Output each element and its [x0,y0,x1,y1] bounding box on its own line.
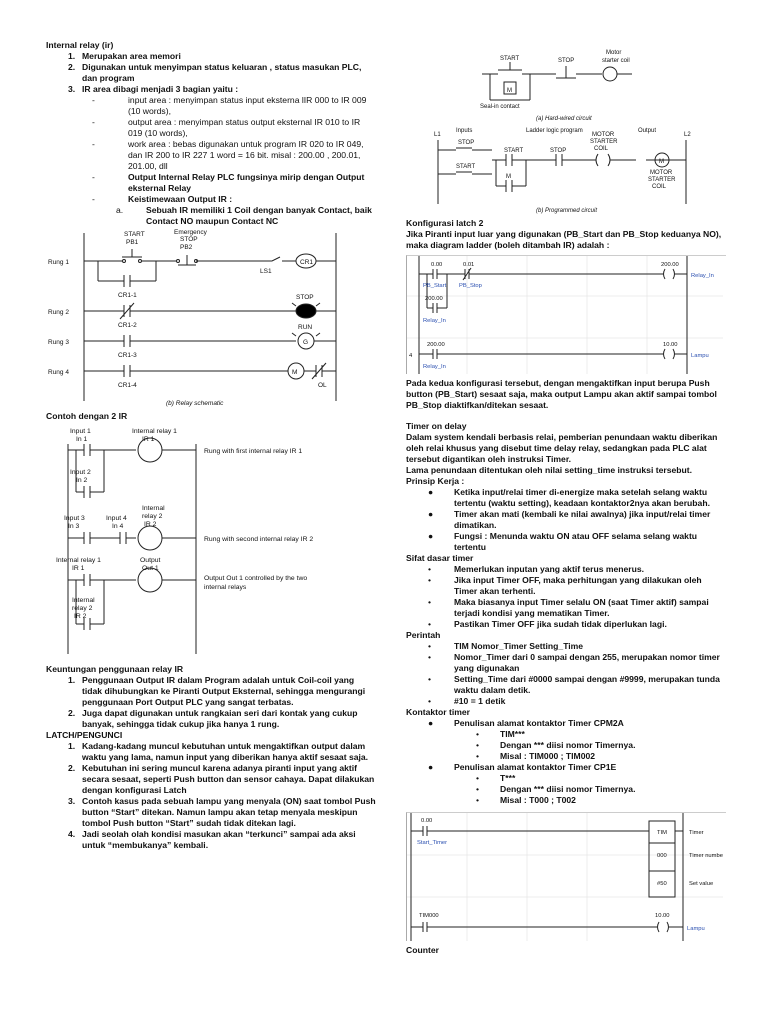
timer-label: Timer [689,830,704,836]
item-text: Jadi seolah olah kondisi masukan akan “terkunci” sampai ada aksi untuk “membukanya” kembali. [82,829,356,850]
list-item [406,718,726,729]
relay-in-contact-label: Relay_In [423,318,446,324]
two-ir-diagram [46,424,376,660]
item-text: Output Internal Relay PLC fungsinya mirip dengan Output eksternal Relay [128,172,365,193]
two-ir-figure [46,424,376,660]
list-item [406,531,726,553]
list-item [46,796,376,829]
stop-lamp-label: STOP [296,294,314,301]
latch2-text: Jika Piranti input luar yang digunakan (PB_Start dan PB_Stop keduanya NO), maka diagram ladder (boleh ditambah IR) adalah : [406,229,722,250]
kontaktor-list-1 [406,718,726,729]
relay2-label: relay 2 [142,513,163,520]
list-item [406,773,726,784]
sifat-list [406,564,726,630]
cr1-3-label: CR1-3 [118,352,137,359]
start-label: START [124,231,145,238]
pb1-label: PB1 [126,239,139,246]
perintah-list [406,641,726,707]
ladder1-addr-b: 0.01 [463,262,475,268]
output-label: Output [638,128,657,134]
ladder2-addr-a: 0.00 [421,818,433,824]
item-marker: a. [116,205,124,215]
bullet-icon: • [428,674,432,684]
ladder1-addr-d: 200.00 [425,296,443,302]
item-text: Kebutuhan ini sering muncul karena adanya piranti input yang aktif secara sesaat, seperti Push button dan sensor cahaya. Dapat dilakukan dengan konfigurasi Latch [82,763,375,795]
timer-p1: Dalam system kendali berbasis relai, pemberian penundaan waktu diberikan oleh relai khusus yang disebut time delay relay, sedangkan pada PLC alat tersebut digantikan oleh instruksi Timer. [406,432,718,464]
in1-label: In 1 [76,436,88,443]
lampu-label: Lampu [691,353,709,359]
perintah-title: Perintah [406,630,441,640]
hw-motor-label: Motor [606,50,622,56]
list-item [46,172,376,194]
rung-number: 4 [409,353,413,359]
list-item [406,619,726,630]
item-text: Fungsi : Menunda waktu ON atau OFF selama selang waktu tertentu [454,531,698,552]
item-number: 2. [68,708,76,718]
list-item [406,751,726,762]
item-text: Jika input Timer OFF, maka perhitungan yang dilakukan oleh Timer akan terhenti. [454,575,702,596]
bullet-icon: • [476,751,480,761]
timer-number-label: Timer number [689,853,723,859]
hw-caption-a: (a) Hard-wired circuit [536,116,592,122]
bullet-icon: • [476,795,480,805]
list-item [406,762,726,773]
bullet-icon: • [476,784,480,794]
list-item [406,740,726,751]
emergency-label: Emergency [174,229,207,236]
list-item [46,117,376,139]
coil2-label: COIL [594,146,609,152]
item-text: Misal : TIM000 ; TIM002 [500,751,596,761]
list-item [406,564,726,575]
relay2b-label: relay 2 [72,605,93,612]
item-number: 3. [68,796,76,806]
input3-label: Input 3 [64,515,85,522]
item-text: Penulisan alamat kontaktor Timer CP1E [454,762,617,772]
item-number: 1. [68,675,76,685]
list-item [46,51,376,62]
item-text: Dengan *** diisi nomor Timernya. [500,784,636,794]
ls1-label: LS1 [260,268,272,275]
in2-label: In 2 [76,477,88,484]
example-title: Contoh dengan 2 IR [46,411,128,421]
list-item [406,795,726,806]
item-text: T*** [500,773,516,783]
ladder1-svg [407,256,723,374]
ladder-diagram-2 [406,812,726,941]
kontaktor-list-2 [406,762,726,773]
item-text: Penulisan alamat kontaktor Timer CPM2A [454,718,624,728]
kontaktor-sublist-2 [406,773,726,806]
item-text: Nomor_Timer dari 0 sampai dengan 255, merupakan nomor timer yang digunakan [454,652,720,673]
list-item [46,84,376,95]
motor2-label: MOTOR [592,132,615,138]
list-item [406,509,726,531]
list-item [46,95,376,117]
bullet-icon: • [428,641,432,651]
bullet-icon: • [476,773,480,783]
set-value-label: Set value [689,881,714,887]
ladder1-addr-e: 200.00 [427,342,445,348]
hw-caption-b: (b) Programmed circuit [536,208,598,214]
item-text: Memerlukan inputan yang aktif terus menerus. [454,564,645,574]
list-item [46,763,376,796]
ladder1-addr-f: 10.00 [663,342,678,348]
pb-start-label: PB_Start [423,283,447,289]
item-marker: - [92,194,95,204]
rung-first-note: Rung with first internal relay IR 1 [204,448,303,455]
input2-label: Input 2 [70,469,91,476]
bullet-icon: • [476,740,480,750]
item-number: 3. [68,84,76,94]
list-item [46,194,376,205]
item-marker: - [92,172,95,182]
cr1-coil-label: CR1 [300,259,314,266]
list-item [46,741,376,763]
hw-start-label: START [500,56,520,62]
bullet-icon: • [428,619,432,629]
ir2-label: IR 2 [144,521,157,528]
internal-relay1b-label: Internal relay 1 [56,557,101,564]
internal-relay-list [46,51,376,95]
in4-label: In 4 [112,523,124,530]
ladder1-addr-c: 200.00 [661,262,679,268]
item-text: Maka biasanya input Timer selalu ON (saat Timer aktif) sampai terjadi kondisi yang mematikan Timer. [454,597,709,618]
after-ladder-text: Pada kedua konfigurasi tersebut, dengan mengaktifkan input berupa Push button (PB_Start) sesaat saja, maka output Lampu akan aktif sampai tombol PB_Stop diaktifkan/ditekan sesaat. [406,378,717,410]
bullet-icon: • [428,696,432,706]
hw-m-label: M [507,88,512,94]
advantages-list [46,675,376,730]
set-value-value: #50 [657,881,667,887]
bullet-icon: • [428,564,432,574]
latch-title: LATCH/PENGUNCI [46,730,123,740]
ir-area-sublist [46,95,376,227]
ol-label: OL [318,382,327,389]
sifat-title: Sifat dasar timer [406,553,474,563]
input4-label: Input 4 [106,515,127,522]
rung3-label: Rung 3 [48,339,69,346]
bullet-icon: • [428,652,432,662]
prinsip-title: Prinsip Kerja : [406,476,465,486]
internal-label: Internal [142,505,165,512]
list-item [46,139,376,172]
item-text: input area : menyimpan status input eksterna lIR 000 to IR 009 (10 words), [128,95,367,116]
starter2-label: STARTER [590,139,618,145]
ladder-diagram-1 [406,255,726,374]
output-label: Output [140,557,161,564]
bullet-icon: ● [428,531,434,541]
list-item [46,675,376,708]
advantages-title: Keuntungan penggunaan relay IR [46,664,184,674]
relay-in3-label: Relay_In [423,364,446,370]
item-text: Sebuah IR memiliki 1 Coil dengan banyak Contact, baik Contact NO maupun Contact NC [146,205,372,226]
starter3-label: STARTER [648,177,676,183]
tim000-label: TIM000 [419,913,439,919]
inputs-label: Inputs [456,128,473,134]
bullet-icon: • [476,729,480,739]
list-item [406,641,726,652]
rung2-label: Rung 2 [48,309,69,316]
motor-m-label: M [292,369,298,376]
internal-relay-title: Internal relay (ir) [46,40,114,50]
bullet-icon: ● [428,762,434,772]
list-item [406,674,726,696]
item-text: Keistimewaan Output IR : [128,194,233,204]
item-text: #10 = 1 detik [454,696,506,706]
item-text: Dengan *** diisi nomor Timernya. [500,740,636,750]
item-text: Pastikan Timer OFF jika sudah tidak diperlukan lagi. [454,619,667,629]
start3-label: START [504,148,524,154]
list-item [406,597,726,619]
hw-starter-coil-label: starter coil [602,58,630,64]
emergency-stop-label: STOP [180,236,198,243]
m2-label: M [659,159,664,165]
item-number: 2. [68,62,76,72]
ladder-program-label: Ladder logic program [526,128,583,134]
item-text: Timer akan mati (kembali ke nilai awalnya) jika input/relai timer dimatikan. [454,509,711,530]
motor3-label: MOTOR [650,170,673,176]
tim-label: TIM [657,830,667,836]
item-number: 4. [68,829,76,839]
out-desc-line2: internal relays [204,584,247,591]
relay-schematic-diagram [46,229,376,407]
hardwired-diagram [406,8,726,214]
relay-caption: (b) Relay schematic [166,400,224,407]
latch-list [46,741,376,851]
g-label: G [303,339,309,346]
item-text: Juga dapat digunakan untuk rangkaian seri dari kontak yang cukup banyak, sehingga tidak cukup jika hanya 1 rung. [82,708,358,729]
output-addr-label: 10.00 [655,913,670,919]
hardwired-figure [406,8,726,214]
m3-label: M [506,174,511,180]
kontaktor-title: Kontaktor timer [406,707,470,717]
pb2-label: PB2 [180,244,193,251]
item-text: Penggunaan Output IR dalam Program adalah untuk Coil-coil yang tidak dihubungkan ke Piranti Output Eksternal, sehingga mengurangi penggunaan Port Output PLC yang sangat terbatas. [82,675,366,707]
rung1-label: Rung 1 [48,259,69,266]
coil3-label: COIL [652,184,667,190]
item-number: 1. [68,741,76,751]
latch2-title: Konfigurasi latch 2 [406,218,484,228]
item-text: TIM*** [500,729,525,739]
list-item [46,829,376,851]
bullet-icon: ● [428,487,434,497]
ir1b-label: IR 1 [72,565,85,572]
list-item [406,487,726,509]
item-text: Contoh kasus pada sebuah lampu yang menyala (ON) saat tombol Push button “Start” ditekan. Namun lampu akan tetap menyala meskipun tombol Push button “Start” sudah tidak ditekan lagi. [82,796,376,828]
run-lamp-label: RUN [298,324,313,331]
ladder2-svg [407,813,723,941]
item-marker: - [92,117,95,127]
kontaktor-sublist-1 [406,729,726,762]
pb-stop-label: PB_Stop [459,283,482,289]
relay-schematic-figure [46,229,376,407]
item-text: Setting_Time dari #0000 sampai dengan #9999, merupakan tunda waktu dalam detik. [454,674,720,695]
timer-p2: Lama penundaan ditentukan oleh nilai setting_time instruksi tersebut. [406,465,693,475]
timer-title: Timer on delay [406,421,467,431]
item-marker: - [92,139,95,149]
internal2-label: Internal [72,597,95,604]
rung-second-note: Rung with second internal relay IR 2 [204,536,314,543]
list-item [406,575,726,597]
bullet-icon: • [428,597,432,607]
item-text: Ketika input/relai timer di-energize maka setelah selang waktu tertentu (waktu setting), keadaan kontaktor2nya akan berubah. [454,487,710,508]
l1-label: L1 [434,132,441,138]
list-item [406,696,726,707]
start2-label: START [456,164,476,170]
seal-in-label: Seal-in contact [480,104,520,110]
list-item [406,784,726,795]
cr1-1-label: CR1-1 [118,292,137,299]
right-column [406,6,726,956]
item-text: Misal : T000 ; T002 [500,795,576,805]
stop3-label: STOP [550,148,567,154]
ladder1-addr-a: 0.00 [431,262,443,268]
hw-stop-label: STOP [558,58,575,64]
item-marker: - [92,95,95,105]
out-desc-line1: Output Out 1 controlled by the two [204,575,308,582]
lampu2-label: Lampu [687,926,705,932]
list-item [406,729,726,740]
item-text: Merupakan area memori [82,51,181,61]
item-text: Digunakan untuk menyimpan status keluaran , status masukan PLC, dan program [82,62,362,83]
prinsip-list [406,487,726,553]
item-number: 2. [68,763,76,773]
item-text: work area : bebas digunakan untuk program IR 020 to IR 049, dan IR 200 to IR 227 1 word = 16 bit. misal : 200.00 , 200.01, 201.00, dll [128,139,364,171]
timer-number-value: 000 [657,853,667,859]
item-text: IR area dibagi menjadi 3 bagian yaitu : [82,84,239,94]
list-item [406,652,726,674]
list-item [46,205,376,227]
item-number: 1. [68,51,76,61]
in3-label: In 3 [68,523,80,530]
item-text: TIM Nomor_Timer Setting_Time [454,641,584,651]
left-column [46,40,376,851]
item-text: output area : menyimpan status output eksternal IR 010 to IR 019 (10 words), [128,117,361,138]
rung4-label: Rung 4 [48,369,69,376]
relay-in-coil-label: Relay_In [691,273,714,279]
bullet-icon: ● [428,718,434,728]
ir1-label: IR 1 [142,436,155,443]
bullet-icon: • [428,575,432,585]
cr1-4-label: CR1-4 [118,382,137,389]
item-text: Kadang-kadang muncul kebutuhan untuk mengaktifkan output dalam waktu yang lama, namun input yang diberikan hanya aktif sesaat saja. [82,741,369,762]
cr1-2-label: CR1-2 [118,322,137,329]
ir2b-label: IR 2 [74,613,87,620]
bullet-icon: ● [428,509,434,519]
counter-title: Counter [406,945,439,955]
input1-label: Input 1 [70,428,91,435]
start-timer-label: Start_Timer [417,840,448,846]
l2-label: L2 [684,132,691,138]
list-item [46,708,376,730]
list-item [46,62,376,84]
out1-label: Out 1 [142,565,159,572]
internal-relay1-label: Internal relay 1 [132,428,177,435]
stop2-label: STOP [458,140,475,146]
